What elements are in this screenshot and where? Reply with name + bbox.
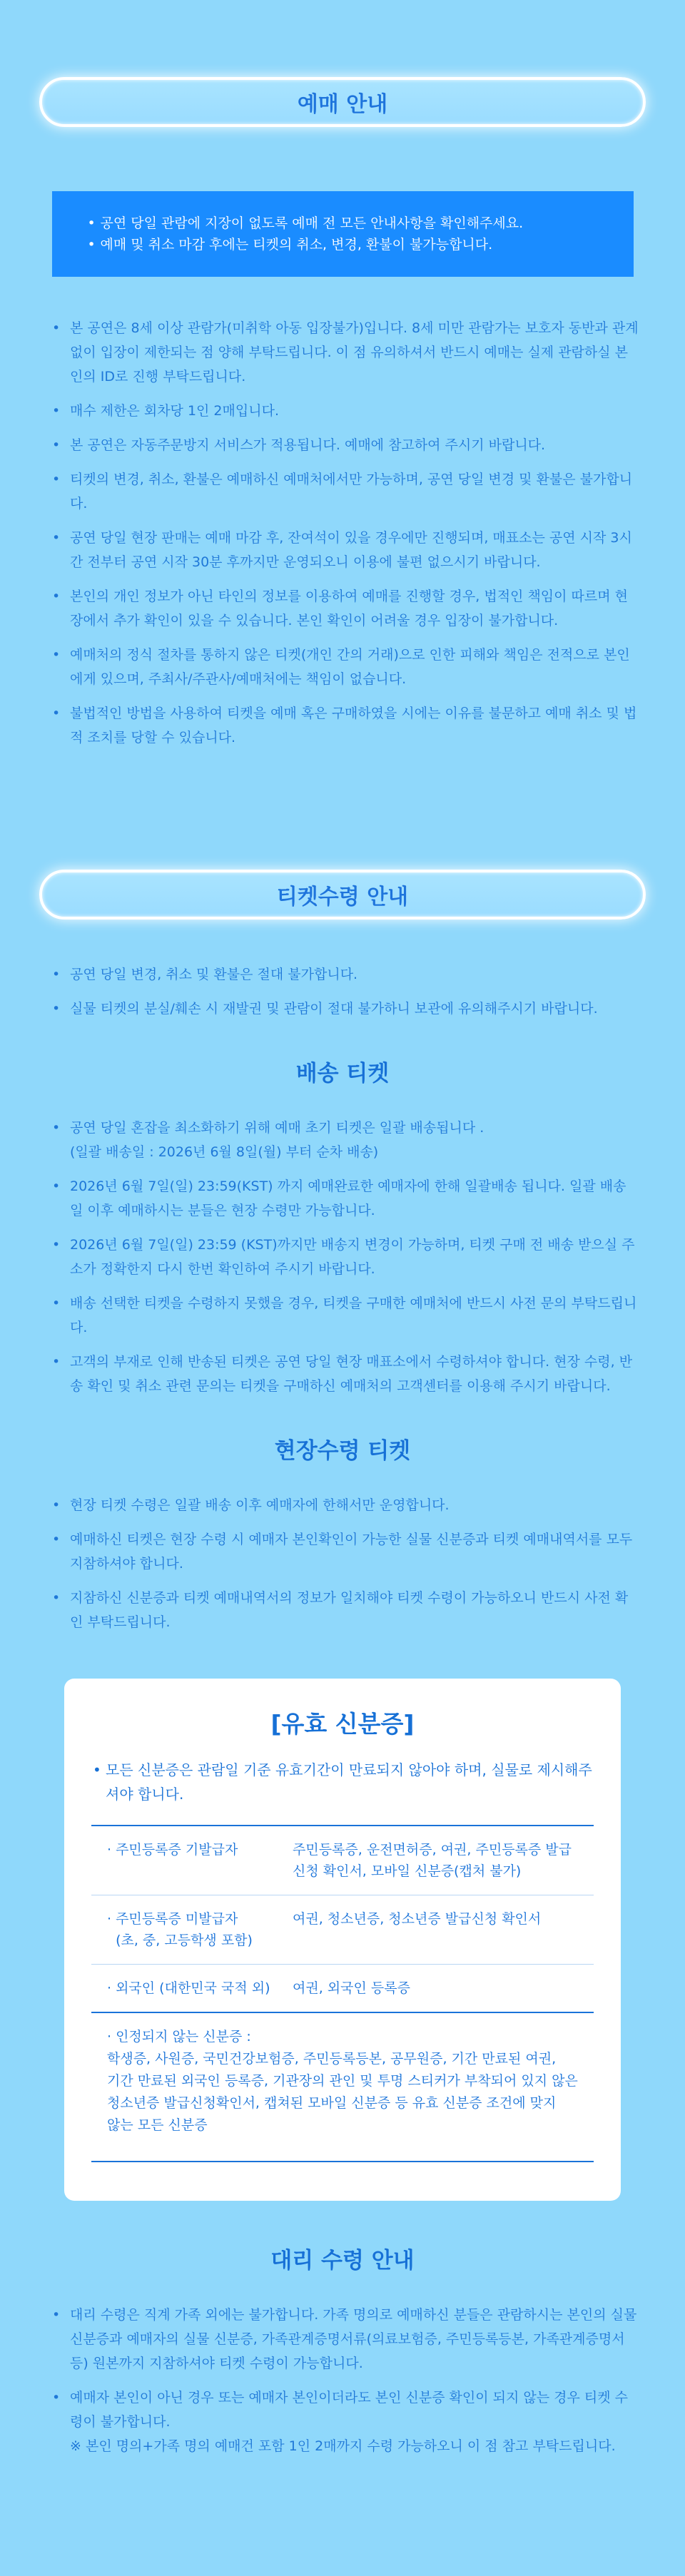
list-item: • 티켓의 변경, 취소, 환불은 예매하신 예매처에서만 가능하며, 공연 당일 변경 및 환불은 불가합니다. <box>46 467 639 516</box>
list-item: • 본 공연은 자동주문방지 서비스가 적용됩니다. 예매에 참고하여 주시기 바랍니다. <box>46 433 639 457</box>
list-item: • 2026년 6월 7일(일) 23:59(KST) 까지 예매완료한 예매자에 한해 일괄배송 됩니다. 일괄 배송일 이후 예매하시는 분들은 현장 수령만 가능합니다. <box>46 1174 639 1223</box>
valid-id-title: [유효 신분증] <box>270 1710 415 1738</box>
ticket-receipt-list <box>46 962 639 1021</box>
list-item: • 공연 당일 혼잡을 최소화하기 위해 예매 초기 티켓은 일괄 배송됩니다 . (일괄 배송일 : 2026년 6월 8일(월) 부터 순차 배송) <box>46 1116 639 1164</box>
list-item: • 고객의 부재로 인해 반송된 티켓은 공연 당일 현장 매표소에서 수령하셔야 합니다. 현장 수령, 반송 확인 및 취소 관련 문의는 티켓을 구매하신 예매처의 고객센터를 이용해 주시기 바랍니다. <box>46 1350 639 1398</box>
notice-item: • 예매 및 취소 마감 후에는 티켓의 취소, 변경, 환불이 불가능합니다. <box>88 234 605 255</box>
list-item: • 지참하신 신분증과 티켓 예매내역서의 정보가 일치해야 티켓 수령이 가능하오니 반드시 사전 확인 부탁드립니다. <box>46 1586 639 1634</box>
list-item: • 배송 선택한 티켓을 수령하지 못했을 경우, 티켓을 구매한 예매처에 반드시 사전 문의 부탁드립니다. <box>46 1291 639 1340</box>
onsite-list <box>46 1493 639 1634</box>
id-row-label: · 주민등록증 기발급자 <box>107 1842 238 1858</box>
invalid-id-note: · 인정되지 않는 신분증 : 학생증, 사원증, 국민건강보험증, 주민등록등본, 공무원증, 기간 만료된 여권, 기간 만료된 외국인 등록증, 기관장의 관인 및 투명 스티커가 부착되어 있지 않은 청소년증 발급신청확인서, 캡쳐된 모바일 신분증 등 유효 신분증 조건에 맞지 않는 모든 신분증 <box>91 2013 594 2162</box>
id-row-label: · 외국인 (대한민국 국적 외) <box>107 1980 270 1996</box>
valid-id-intro: • 모든 신분증은 관람일 기준 유효기간이 만료되지 않아야 하며, 실물로 제시해주셔야 합니다. <box>91 1758 594 1806</box>
list-item: • 예매처의 정식 절차를 통하지 않은 티켓(개인 간의 거래)으로 인한 피해와 책임은 전적으로 본인에게 있으며, 주최사/주관사/예매처에는 책임이 없습니다. <box>46 643 639 691</box>
list-item: • 현장 티켓 수령은 일괄 배송 이후 예매자에 한해서만 운영합니다. <box>46 1493 639 1517</box>
notice-item: • 공연 당일 관람에 지장이 없도록 예매 전 모든 안내사항을 확인해주세요. <box>88 213 605 234</box>
onsite-title: 현장수령 티켓 <box>274 1438 411 1464</box>
list-item: • 대리 수령은 직계 가족 외에는 불가합니다. 가족 명의로 예매하신 분들은 관람하시는 본인의 실물 신분증과 예매자의 실물 신분증, 가족관계증명서류(의료보험증, 주민등록등본, 가족관계증명서 등) 원본까지 지참하셔야 티켓 수령이 가능합니다. <box>46 2303 639 2376</box>
list-item: • 예매자 본인이 아닌 경우 또는 예매자 본인이더라도 본인 신분증 확인이 되지 않는 경우 티켓 수령이 불가합니다. ※ 본인 명의+가족 명의 예매건 포함 1인 2매까지 수령 가능하오니 이 점 참고 부탁드립니다. <box>46 2386 639 2458</box>
list-item: • 2026년 6월 7일(일) 23:59 (KST)까지만 배송지 변경이 가능하며, 티켓 구매 전 배송 받으실 주소가 정확한지 다시 한번 확인하여 주시기 바랍니다. <box>46 1233 639 1281</box>
booking-guide-title: 예매 안내 <box>39 77 646 127</box>
id-row-label: · 주민등록증 미발급자 (초, 중, 고등학생 포함) <box>107 1911 253 1948</box>
proxy-title: 대리 수령 안내 <box>270 2248 415 2274</box>
proxy-list <box>46 2303 639 2458</box>
booking-notice-box <box>52 191 634 277</box>
delivery-title: 배송 티켓 <box>295 1061 390 1086</box>
valid-id-table <box>91 1825 594 2013</box>
id-row <box>91 1895 594 1965</box>
list-item: • 매수 제한은 회차당 1인 2매입니다. <box>46 399 639 423</box>
booking-guide-list <box>46 316 639 750</box>
list-item: • 본 공연은 8세 이상 관람가(미취학 아동 입장불가)입니다. 8세 미만 관람가는 보호자 동반과 관계없이 입장이 제한되는 점 양해 부탁드립니다. 이 점 유의하셔서 반드시 예매는 실제 관람하실 본인의 ID로 진행 부탁드립니다. <box>46 316 639 389</box>
ticket-guide-page <box>0 77 685 2511</box>
valid-id-card <box>64 1679 621 2201</box>
id-row <box>91 1826 594 1895</box>
list-item: • 공연 당일 변경, 취소 및 환불은 절대 불가합니다. <box>46 962 639 987</box>
id-row-value: 여권, 외국인 등록증 <box>293 1980 410 1996</box>
id-row-value: 여권, 청소년증, 청소년증 발급신청 확인서 <box>293 1911 542 1927</box>
list-item: • 불법적인 방법을 사용하여 티켓을 예매 혹은 구매하였을 시에는 이유를 불문하고 예매 취소 및 법적 조치를 당할 수 있습니다. <box>46 701 639 750</box>
list-item: • 공연 당일 현장 판매는 예매 마감 후, 잔여석이 있을 경우에만 진행되며, 매표소는 공연 시작 3시간 전부터 공연 시작 30분 후까지만 운영되오니 이용에 불편 없으시기 바랍니다. <box>46 526 639 574</box>
list-item: • 실물 티켓의 분실/훼손 시 재발권 및 관람이 절대 불가하니 보관에 유의해주시기 바랍니다. <box>46 997 639 1021</box>
id-row <box>91 1965 594 2012</box>
id-row-value: 주민등록증, 운전면허증, 여권, 주민등록증 발급 신청 확인서, 모바일 신분증(캡처 불가) <box>293 1842 572 1879</box>
delivery-list <box>46 1116 639 1398</box>
ticket-receipt-title: 티켓수령 안내 <box>39 870 646 920</box>
list-item: • 본인의 개인 정보가 아닌 타인의 정보를 이용하여 예매를 진행할 경우, 법적인 책임이 따르며 현장에서 추가 확인이 있을 수 있습니다. 본인 확인이 어려울 경우 입장이 불가합니다. <box>46 584 639 633</box>
list-item: • 예매하신 티켓은 현장 수령 시 예매자 본인확인이 가능한 실물 신분증과 티켓 예매내역서를 모두 지참하셔야 합니다. <box>46 1527 639 1576</box>
